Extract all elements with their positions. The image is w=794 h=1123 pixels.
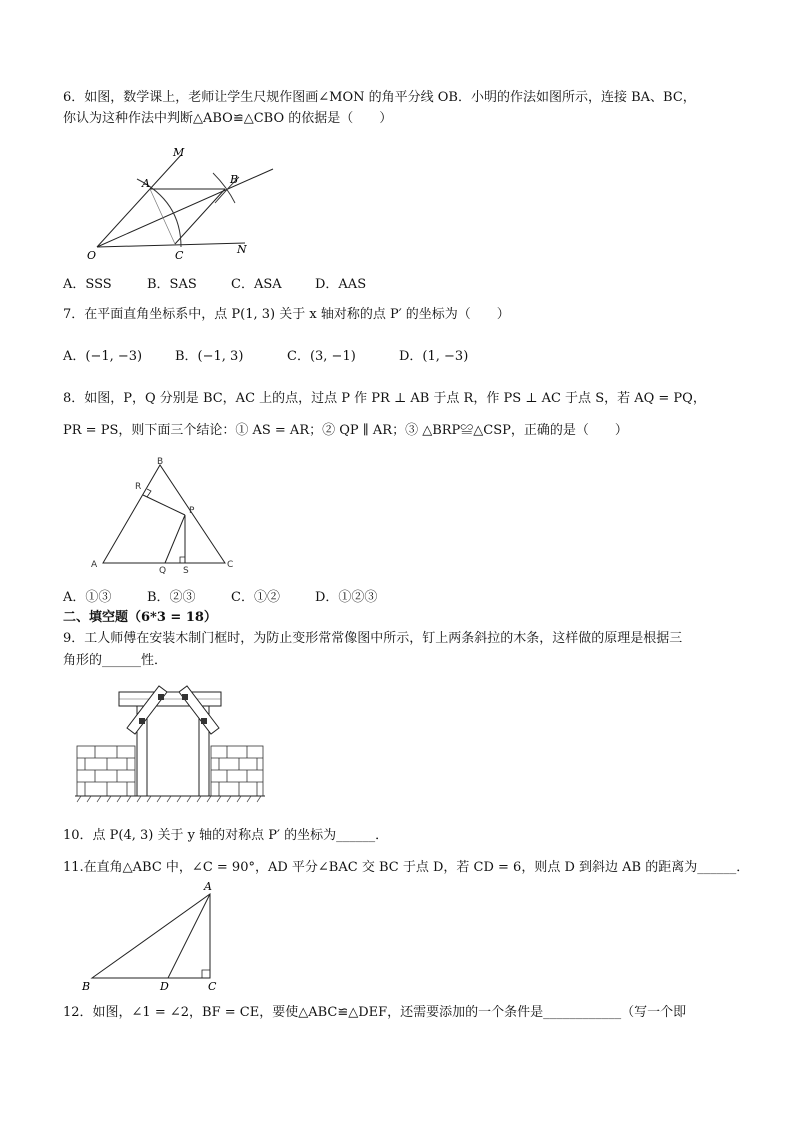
label-C: C xyxy=(208,980,217,993)
q9-door-frame-figure xyxy=(75,682,270,807)
label-C: C xyxy=(227,560,234,570)
q7-option-a: A．(−1, −3) xyxy=(63,349,143,364)
q7-text-line1: 7．在平面直角坐标系中，点 P(1, 3) 关于 x 轴对称的点 P′ 的坐标为（ ） xyxy=(63,307,510,322)
label-B: B xyxy=(157,457,164,467)
q8-option-d: D．①②③ xyxy=(315,590,378,605)
q6-text-line1: 6．如图，数学课上，老师让学生尺规作图画∠MON 的角平分线 OB．小明的作法如图所示，连接 BA、BC， xyxy=(63,90,696,105)
label-P: P xyxy=(189,506,195,516)
q9-text-line1: 9．工人师傅在安装木制门框时，为防止变形常常像图中所示，钉上两条斜拉的木条，这样做的原理是根据三 xyxy=(63,631,683,646)
q10-text-line1: 10．点 P(4, 3) 关于 y 轴的对称点 P′ 的坐标为______． xyxy=(63,828,389,843)
label-N: N xyxy=(237,243,247,256)
label-M: M xyxy=(173,146,185,159)
label-A: A xyxy=(204,880,212,893)
label-O: O xyxy=(87,249,97,262)
label-R: R xyxy=(135,482,142,492)
q8-text-line1: 8．如图，P，Q 分别是 BC，AC 上的点，过点 P 作 PR ⊥ AB 于点 R，作 PS ⊥ AC 于点 S，若 AQ = PQ， xyxy=(63,391,706,406)
q7-option-b: B．(−1, 3) xyxy=(175,349,244,364)
q7-option-d: D．(1, −3) xyxy=(399,349,469,364)
q8-option-c: C．①② xyxy=(231,590,280,605)
q6-text-line2: 你认为这种作法中判断△ABO≌△CBO 的依据是（ ） xyxy=(63,111,393,126)
q7-option-c: C．(3, −1) xyxy=(287,349,356,364)
label-D: D xyxy=(160,980,169,993)
q11-right-triangle-figure xyxy=(80,880,230,998)
q6-option-c: C．ASA xyxy=(231,277,282,292)
label-Q: Q xyxy=(159,566,167,575)
label-A: A xyxy=(91,560,98,570)
q6-option-d: D．AAS xyxy=(315,277,367,292)
q8-option-a: A．①③ xyxy=(63,590,112,605)
q11-text-line1: 11.在直角△ABC 中，∠C = 90°，AD 平分∠BAC 交 BC 于点 D，若 CD = 6，则点 D 到斜边 AB 的距离为______． xyxy=(63,860,750,875)
q9-text-line2: 角形的______性． xyxy=(63,653,168,668)
label-B: B xyxy=(230,173,239,186)
q8-text-line2: PR = PS，则下面三个结论：① AS = AR；② QP ∥ AR；③ △BRP≌△CSP，正确的是（ ） xyxy=(63,423,628,438)
label-B: B xyxy=(82,980,91,993)
q8-triangle-figure xyxy=(85,455,235,575)
q6-option-b: B．SAS xyxy=(147,277,197,292)
q8-option-b: B．②③ xyxy=(147,590,196,605)
q6-option-a: A．SSS xyxy=(63,277,112,292)
q6-angle-bisector-figure xyxy=(85,143,280,263)
q12-text-line1: 12．如图，∠1 = ∠2，BF = CE，要使△ABC≌△DEF，还需要添加的一个条件是____________（写一个即 xyxy=(63,1005,687,1020)
label-S: S xyxy=(183,566,189,575)
section-title: 二、填空题（6*3 = 18） xyxy=(63,610,217,625)
label-A: A xyxy=(142,177,150,190)
label-C: C xyxy=(175,249,184,262)
